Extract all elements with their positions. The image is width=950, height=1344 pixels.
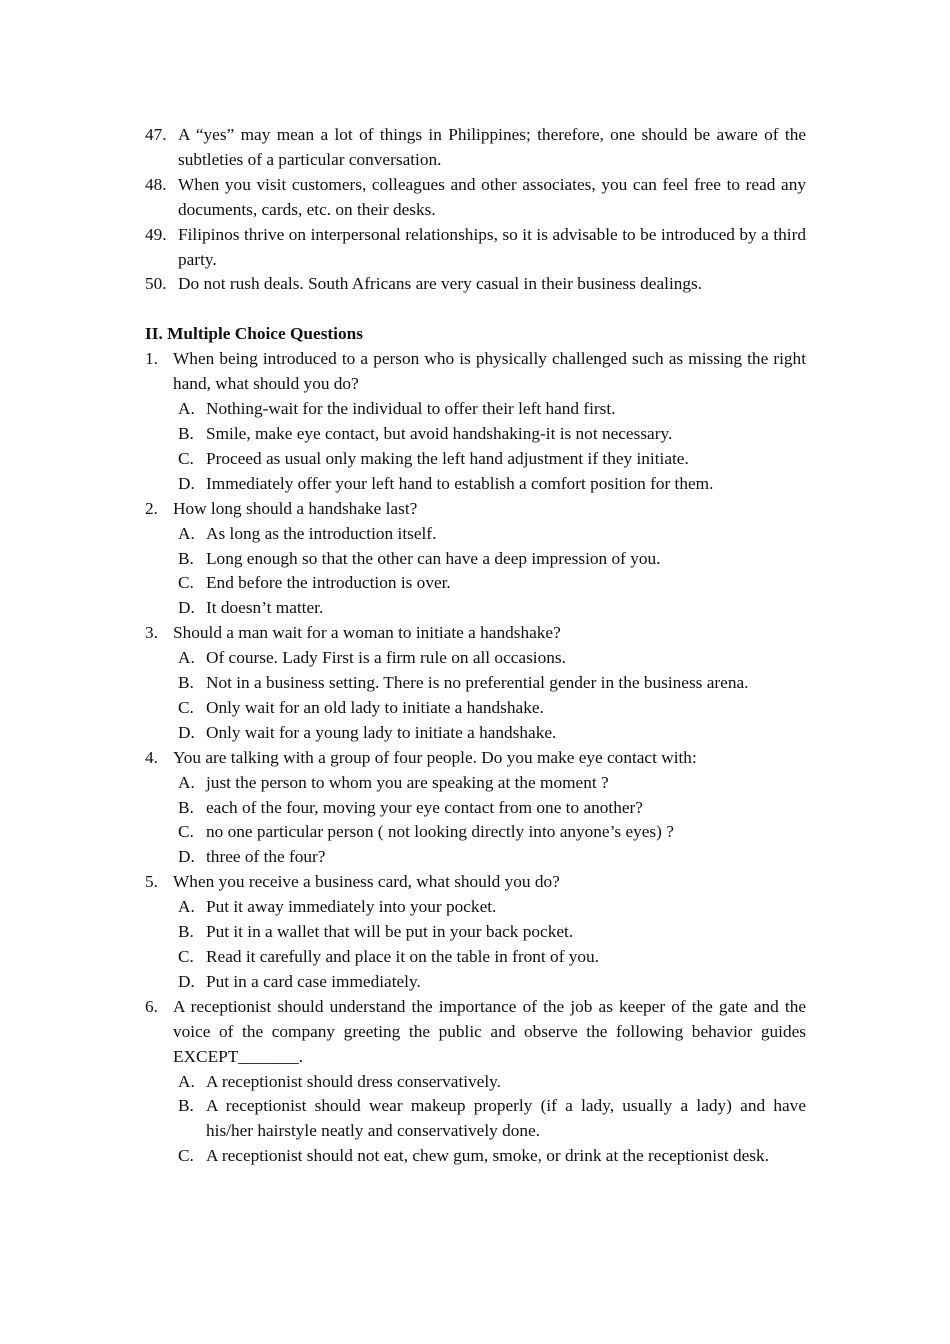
document-page [145, 123, 806, 1169]
option-text: End before the introduction is over. [206, 573, 451, 593]
question-text: You are talking with a group of four people. Do you make eye contact with: [173, 747, 697, 767]
question-number: 1. [145, 349, 158, 369]
question-6-option-c [178, 1144, 806, 1169]
option-letter: C. [178, 697, 194, 717]
statement-text: Filipinos thrive on interpersonal relationships, so it is advisable to be introduced by a third party. [178, 224, 806, 269]
question-3-option-b [178, 671, 806, 696]
option-text: A receptionist should dress conservatively. [206, 1071, 501, 1091]
question-text: When you receive a business card, what should you do? [173, 872, 560, 892]
question-number: 6. [145, 996, 158, 1016]
option-letter: A. [178, 648, 195, 668]
question-1-option-b [178, 422, 806, 447]
question-6-option-a [178, 1070, 806, 1095]
option-text: Only wait for a young lady to initiate a handshake. [206, 722, 557, 742]
option-text: Put in a card case immediately. [206, 971, 421, 991]
option-letter: D. [178, 473, 195, 493]
statement-50 [145, 272, 806, 297]
question-1-option-c [178, 447, 806, 472]
option-letter: A. [178, 772, 195, 792]
question-4-option-a [178, 771, 806, 796]
statement-text: Do not rush deals. South Africans are very casual in their business dealings. [178, 274, 703, 294]
question-2-option-c [178, 571, 806, 596]
question-text: A receptionist should understand the importance of the job as keeper of the gate and the voice of the company greeting the public and observe the following behavior guides EXCEPT_______. [173, 996, 806, 1066]
question-2-option-d [178, 596, 806, 621]
question-6 [145, 995, 806, 1070]
statement-text: A “yes” may mean a lot of things in Philippines; therefore, one should be aware of the subtleties of a particular conversation. [178, 125, 806, 169]
option-text: Only wait for an old lady to initiate a handshake. [206, 697, 544, 717]
question-5-option-d [178, 970, 806, 995]
option-letter: C. [178, 448, 194, 468]
question-4-option-c [178, 820, 806, 845]
option-letter: C. [178, 573, 194, 593]
section-spacer [145, 297, 806, 322]
option-letter: A. [178, 523, 195, 543]
statement-number: 49. [145, 224, 167, 244]
question-5 [145, 870, 806, 895]
question-number: 3. [145, 623, 158, 643]
question-4-option-d [178, 845, 806, 870]
option-letter: C. [178, 822, 194, 842]
option-text: Not in a business setting. There is no preferential gender in the business arena. [206, 673, 749, 693]
option-text: no one particular person ( not looking directly into anyone’s eyes) ? [206, 822, 674, 842]
statement-49 [145, 223, 806, 273]
question-6-option-b [178, 1094, 806, 1144]
question-3-option-d [178, 721, 806, 746]
option-text: Proceed as usual only making the left hand adjustment if they initiate. [206, 448, 689, 468]
option-letter: A. [178, 1071, 195, 1091]
question-1 [145, 347, 806, 397]
option-text: A receptionist should wear makeup properly (if a lady, usually a lady) and have his/her hairstyle neatly and conservatively done. [206, 1096, 806, 1141]
option-text: Of course. Lady First is a firm rule on all occasions. [206, 648, 566, 668]
question-text: Should a man wait for a woman to initiate a handshake? [173, 623, 561, 643]
option-text: Immediately offer your left hand to establish a comfort position for them. [206, 473, 714, 493]
question-2 [145, 497, 806, 522]
option-text: As long as the introduction itself. [206, 523, 437, 543]
option-text: Smile, make eye contact, but avoid handshaking-it is not necessary. [206, 423, 673, 443]
statement-number: 47. [145, 125, 167, 144]
option-text: Nothing-wait for the individual to offer their left hand first. [206, 399, 616, 419]
section-heading: II. Multiple Choice Questions [145, 324, 363, 344]
option-letter: C. [178, 947, 194, 966]
question-5-option-c [178, 945, 806, 970]
question-text: When being introduced to a person who is physically challenged such as missing the right hand, what should you do? [173, 349, 806, 394]
option-letter: D. [178, 971, 195, 991]
option-letter: A. [178, 897, 195, 917]
statement-number: 48. [145, 174, 167, 194]
option-letter: B. [178, 673, 194, 693]
option-letter: D. [178, 598, 195, 618]
option-text: It doesn’t matter. [206, 598, 324, 618]
option-text: three of the four? [206, 847, 326, 867]
option-letter: C. [178, 1146, 194, 1166]
question-4 [145, 746, 806, 771]
option-text: just the person to whom you are speaking at the moment ? [206, 772, 609, 792]
question-2-option-b [178, 547, 806, 572]
option-letter: B. [178, 1096, 194, 1116]
question-3-option-c [178, 696, 806, 721]
question-number: 2. [145, 498, 158, 518]
option-text: A receptionist should not eat, chew gum, smoke, or drink at the receptionist desk. [206, 1146, 769, 1166]
question-3 [145, 621, 806, 646]
option-letter: B. [178, 423, 194, 443]
option-letter: B. [178, 797, 194, 817]
statement-number: 50. [145, 274, 167, 294]
option-letter: B. [178, 922, 194, 942]
question-1-option-d [178, 472, 806, 497]
option-text: each of the four, moving your eye contact from one to another? [206, 797, 643, 817]
statement-48 [145, 173, 806, 223]
option-letter: D. [178, 847, 195, 867]
option-letter: B. [178, 548, 194, 568]
question-2-option-a [178, 522, 806, 547]
question-1-option-a [178, 397, 806, 422]
question-4-option-b [178, 796, 806, 821]
option-letter: A. [178, 399, 195, 419]
statement-47 [145, 123, 806, 173]
statement-text: When you visit customers, colleagues and other associates, you can feel free to read any documents, cards, etc. on their desks. [178, 174, 806, 219]
question-text: How long should a handshake last? [173, 498, 418, 518]
question-number: 5. [145, 872, 158, 892]
question-3-option-a [178, 646, 806, 671]
option-text: Put it in a wallet that will be put in your back pocket. [206, 922, 574, 942]
option-text: Read it carefully and place it on the table in front of you. [206, 947, 600, 966]
option-letter: D. [178, 722, 195, 742]
question-number: 4. [145, 747, 158, 767]
question-5-option-b [178, 920, 806, 945]
option-text: Long enough so that the other can have a deep impression of you. [206, 548, 661, 568]
question-5-option-a [178, 895, 806, 920]
option-text: Put it away immediately into your pocket. [206, 897, 497, 917]
